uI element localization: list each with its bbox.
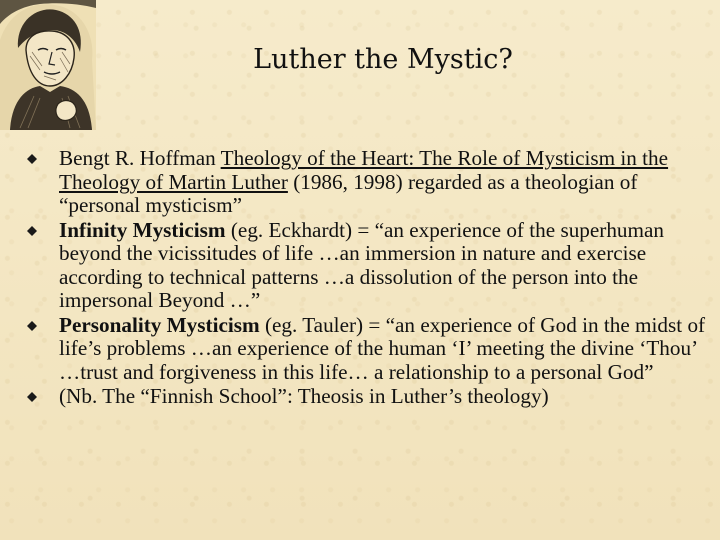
bullet-lead-text: Bengt R. Hoffman [59, 146, 221, 170]
bullet-rest-text: (1986, 1998) regarded as a theologian of “personal mysticism” [59, 169, 638, 217]
slide-title: Luther the Mystic? [253, 44, 513, 75]
bullet-item-finnish-school [24, 385, 714, 409]
term-personality-mysticism: Personality Mysticism [59, 312, 260, 337]
bullet-list [24, 147, 714, 410]
term-infinity-mysticism: Infinity Mysticism [59, 217, 226, 242]
diamond-bullet-icon [27, 226, 37, 236]
bullet-rest-text: (eg. Tauler) = “an experience of God in the midst of life’s problems …an experience of the human ‘I’ meeting the divine ‘Thou’ …trust and forgiveness in this life… a relationship to a personal God” [59, 312, 706, 384]
bullet-item-hoffman [24, 147, 714, 218]
bullet-item-personality-mysticism [24, 314, 714, 385]
book-title: Theology of the Heart: The Role of Mysticism in the Theology of Martin Luther [59, 146, 669, 194]
diamond-bullet-icon [27, 154, 37, 164]
diamond-bullet-icon [27, 392, 37, 402]
diamond-bullet-icon [27, 321, 37, 331]
bullet-rest-text: (eg. Eckhardt) = “an experience of the superhuman beyond the vicissitudes of life …an immersion in nature and exercise according to technical patterns …a dissolution of the person into the impersonal Beyond …” [59, 217, 665, 312]
bullet-item-infinity-mysticism [24, 219, 714, 313]
bullet-text: (Nb. The “Finnish School”: Theosis in Luther’s theology) [59, 384, 549, 408]
